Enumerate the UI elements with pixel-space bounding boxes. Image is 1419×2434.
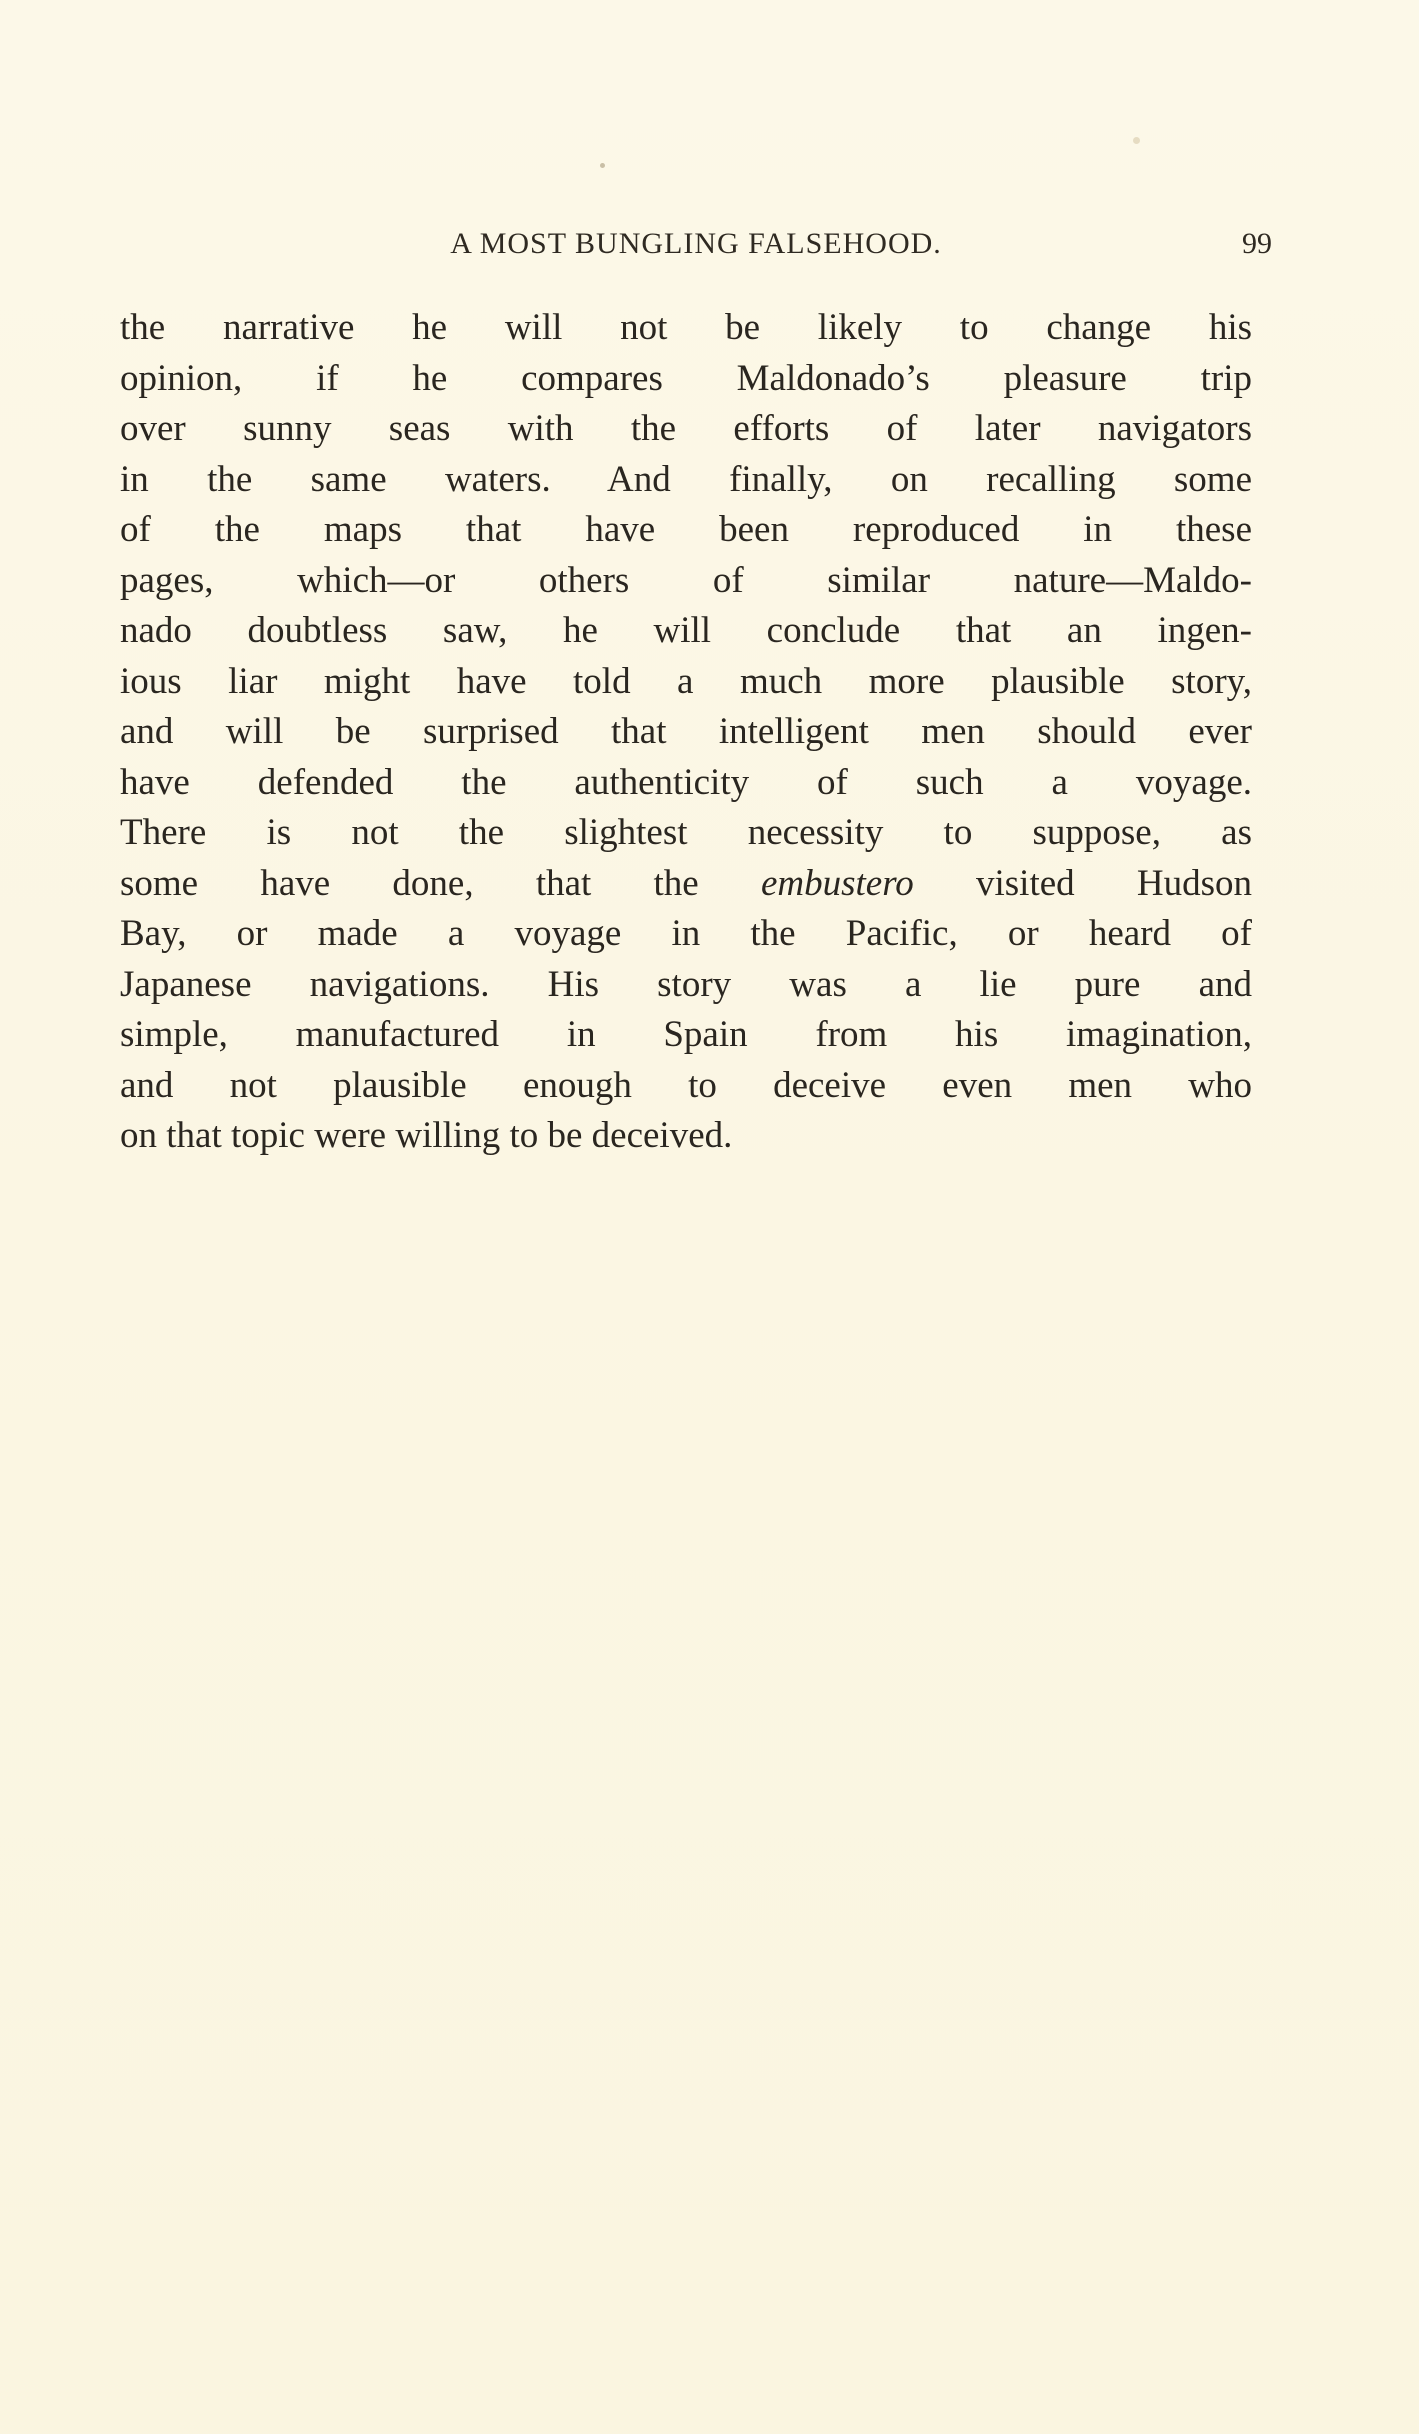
text-line: and not plausible enough to deceive even men who	[120, 1064, 1252, 1106]
text-line: over sunny seas with the efforts of later navigators	[120, 408, 1252, 449]
text-line: ious liar might have told a much more plausible story,	[120, 660, 1252, 702]
paper-speck	[1133, 137, 1140, 144]
page-header	[120, 224, 1272, 264]
text-line: and will be surprised that intelligent men should ever	[120, 711, 1252, 752]
text-line: have defended the authenticity of such a voyage.	[120, 761, 1252, 803]
text-line: of the maps that have been reproduced in these	[120, 509, 1252, 550]
text-segment: visited Hudson	[913, 862, 1252, 904]
text-line-with-italic	[120, 859, 1252, 910]
running-head: A MOST BUNGLING FALSEHOOD.	[450, 227, 942, 260]
text-line: on that topic were willing to be deceived.	[120, 1115, 733, 1156]
text-segment: some have done, that the	[120, 862, 761, 904]
italic-word: embustero	[760, 862, 914, 904]
text-line: simple, manufactured in Spain from his imagination,	[120, 1014, 1252, 1055]
text-line: There is not the slightest necessity to suppose, as	[120, 812, 1252, 853]
page-number: 99	[1242, 227, 1272, 260]
body-paragraph	[120, 303, 1252, 1162]
text-line: nado doubtless saw, he will conclude that an ingen-	[120, 610, 1252, 651]
text-line: opinion, if he compares Maldonado’s pleasure trip	[120, 357, 1252, 399]
text-line: the narrative he will not be likely to change his	[120, 307, 1252, 348]
text-line: Japanese navigations. His story was a lie pure and	[120, 963, 1252, 1005]
text-line: in the same waters. And finally, on recalling some	[120, 458, 1252, 500]
text-line: pages, which—or others of similar nature—Maldo-	[120, 559, 1252, 601]
paper-speck	[600, 163, 605, 168]
text-line: Bay, or made a voyage in the Pacific, or heard of	[120, 913, 1252, 954]
